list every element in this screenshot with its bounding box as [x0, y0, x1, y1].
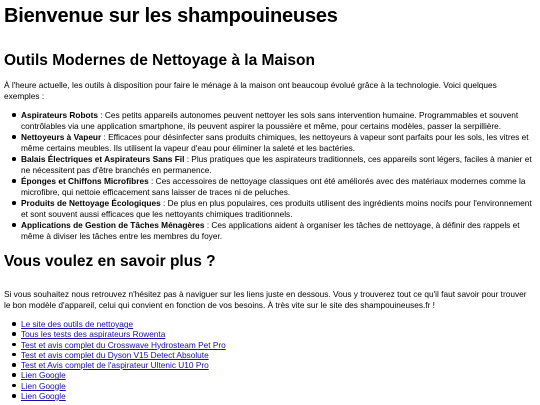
bullet-icon [12, 394, 16, 398]
features-list [4, 110, 534, 241]
link-google-2[interactable]: Lien Google [21, 380, 66, 391]
list-item [21, 198, 534, 219]
feature-term: Applications de Gestion de Tâches Ménagères [21, 220, 205, 230]
feature-term: Aspirateurs Robots [21, 110, 98, 120]
list-item [21, 381, 534, 391]
section-heading-more: Vous voulez en savoir plus ? [4, 253, 216, 270]
bullet-icon [12, 353, 16, 357]
list-item [21, 360, 534, 370]
list-item [21, 340, 534, 350]
outro-paragraph: Si vous souhaitez nous retrouvez n'hésitez pas à naviguer sur les liens juste en dessous. Vous y trouverez tout ce qu'il faut savoir pour trouver le bon modèle d'appareil, celui qui convient en fonction de vos besoins. À très vite sur le site des shampouineuses.fr ! [4, 289, 527, 310]
feature-term: Éponges et Chiffons Microfibres [21, 176, 149, 186]
page-title: Bienvenue sur les shampouineuses [4, 5, 338, 27]
links-list [4, 319, 534, 401]
bullet-icon [12, 157, 16, 161]
feature-description: : Efficaces pour désinfecter sans produits chimiques, les nettoyeurs à vapeur sont parfaits pour les sols, les vitres et même certains meubles. Ils utilisent la vapeur d'eau pour éliminer la saleté et les bactéries. [21, 132, 529, 153]
list-item [21, 319, 534, 329]
link-rowenta-tests[interactable]: Tous les tests des aspirateurs Rowenta [21, 329, 166, 340]
feature-description: : Ces applications aident à organiser les tâches de nettoyage, à définir des rappels et même à diviser les tâches entre les membres du foyer. [21, 220, 520, 241]
link-google-3[interactable]: Lien Google [21, 391, 66, 402]
bullet-icon [12, 322, 16, 326]
list-item [21, 154, 534, 175]
feature-term: Balais Électriques et Aspirateurs Sans Fil [21, 154, 185, 164]
feature-description: : De plus en plus populaires, ces produits utilisent des ingrédients moins nocifs pour l'environnement et sont souvent aussi efficaces que les nettoyants chimiques traditionnels. [21, 198, 532, 219]
bullet-icon [12, 373, 16, 377]
list-item [21, 350, 534, 360]
bullet-icon [12, 223, 16, 227]
list-item [21, 329, 534, 339]
link-crosswave-review[interactable]: Test et avis complet du Crosswave Hydrosteam Pet Pro [21, 339, 226, 350]
link-dyson-review[interactable]: Test et avis complet du Dyson V15 Detect Absolute [21, 349, 209, 360]
list-item [21, 176, 534, 197]
link-google-1[interactable]: Lien Google [21, 370, 66, 381]
list-item [21, 220, 534, 241]
list-item [21, 110, 534, 131]
bullet-icon [12, 113, 16, 117]
section-heading-tools: Outils Modernes de Nettoyage à la Maison [4, 52, 315, 69]
intro-paragraph: À l'heure actuelle, les outils à disposition pour faire le ménage à la maison ont beaucoup évolué grâce à la technologie. Voici quelques exemples : [4, 80, 497, 101]
link-tools-site[interactable]: Le site des outils de nettoyage [21, 319, 134, 329]
feature-description: : Ces petits appareils autonomes peuvent nettoyer les sols sans intervention humaine. Programmables et souvent contrôlables via une application smartphone, ils peuvent aspirer la poussière et même, pour certains modèles, passer la serpillière. [21, 110, 519, 131]
bullet-icon [12, 363, 16, 367]
bullet-icon [12, 343, 16, 347]
feature-description: : Plus pratiques que les aspirateurs traditionnels, ces appareils sont légers, faciles à manier et ne nécessitent pas d'être branchés en permanence. [21, 154, 532, 175]
bullet-icon [12, 332, 16, 336]
list-item [21, 370, 534, 380]
bullet-icon [12, 179, 16, 183]
bullet-icon [12, 201, 16, 205]
link-ultenic-review[interactable]: Test et Avis complet de l'aspirateur Ultenic U10 Pro [21, 360, 209, 371]
feature-term: Nettoyeurs à Vapeur [21, 132, 102, 142]
bullet-icon [12, 384, 16, 388]
feature-description: : Ces accessoires de nettoyage classiques ont été améliorés avec des matériaux modernes comme la microfibre, qui nettoie efficacement sans laisser de traces ni de peluches. [21, 176, 526, 197]
bullet-icon [12, 135, 16, 139]
feature-term: Produits de Nettoyage Écologiques [21, 198, 161, 208]
list-item [21, 132, 534, 153]
list-item [21, 391, 534, 401]
